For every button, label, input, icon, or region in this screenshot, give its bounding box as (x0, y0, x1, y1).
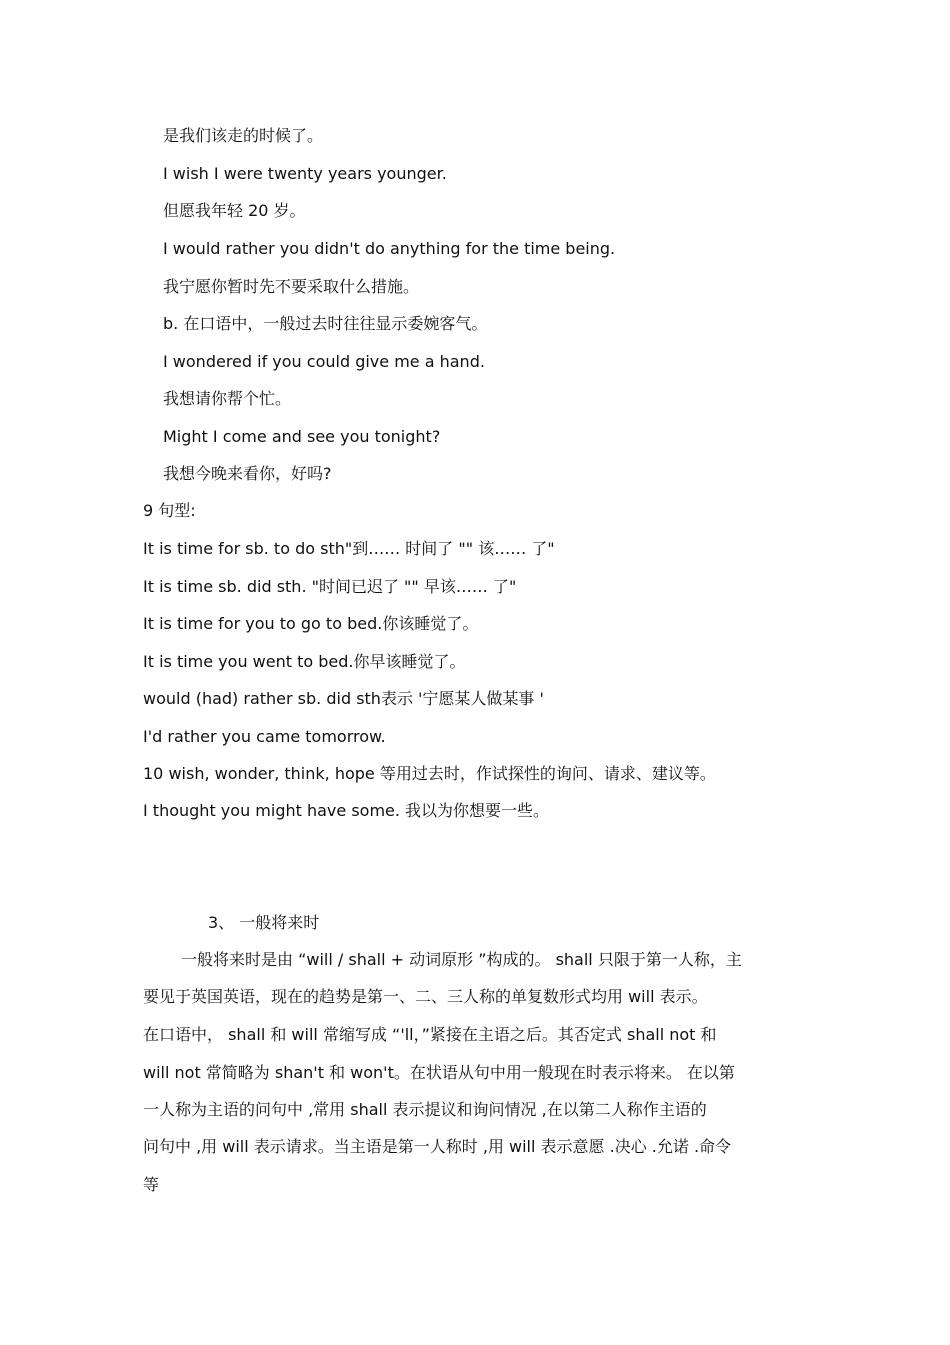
text-line: would (had) rather sb. did sth表示 '宁愿某人做某事 ' (143, 689, 544, 708)
text-line: I thought you might have some. 我以为你想要一些。 (143, 801, 550, 820)
text-line: 10 wish, wonder, think, hope 等用过去时，作试探性的询问、请求、建议等。 (143, 764, 716, 783)
paragraph-line: 在口语中， shall 和 will 常缩写成 “'ll，”紧接在主语之后。其否定式 shall not 和 (143, 1025, 717, 1044)
text-line: It is time for you to go to bed.你该睡觉了。 (143, 614, 479, 633)
section-heading: 3、 一般将来时 (208, 913, 320, 932)
text-line: 我想请你帮个忙。 (163, 389, 292, 408)
paragraph-line: will not 常简略为 shan't 和 won't。在状语从句中用一般现在时表示将来。 在以第 (143, 1063, 735, 1082)
text-line: It is time for sb. to do sth"到…… 时间了 "" 该…… 了" (143, 539, 555, 558)
text-line: I wondered if you could give me a hand. (163, 352, 485, 371)
text-line: I'd rather you came tomorrow. (143, 727, 386, 746)
text-line: Might I come and see you tonight? (163, 427, 441, 446)
text-line: 我想今晚来看你，好吗? (163, 464, 332, 483)
text-line: 我宁愿你暂时先不要采取什么措施。 (163, 277, 420, 296)
text-line: I wish I were twenty years younger. (163, 164, 447, 183)
text-line: 但愿我年轻 20 岁。 (163, 201, 306, 220)
text-line: 是我们该走的时候了。 (163, 126, 324, 145)
paragraph-line: 等 (143, 1175, 160, 1194)
paragraph-line: 要见于英国英语，现在的趋势是第一、二、三人称的单复数形式均用 will 表示。 (143, 987, 708, 1006)
paragraph-line: 一人称为主语的问句中 ,常用 shall 表示提议和询问情况 ,在以第二人称作主语的 (143, 1100, 707, 1119)
text-line: It is time you went to bed.你早该睡觉了。 (143, 652, 466, 671)
text-line: 9 句型: (143, 501, 196, 520)
text-line: b. 在口语中，一般过去时往往显示委婉客气。 (163, 314, 488, 333)
paragraph-line: 问句中 ,用 will 表示请求。当主语是第一人称时 ,用 will 表示意愿 .决心 .允诺 .命令 (143, 1137, 732, 1156)
paragraph-line: 一般将来时是由 “will / shall + 动词原形 ”构成的。 shall 只限于第一人称，主 (181, 950, 742, 969)
text-line: It is time sb. did sth. "时间已迟了 "" 早该…… 了" (143, 577, 517, 596)
text-line: I would rather you didn't do anything for the time being. (163, 239, 616, 258)
